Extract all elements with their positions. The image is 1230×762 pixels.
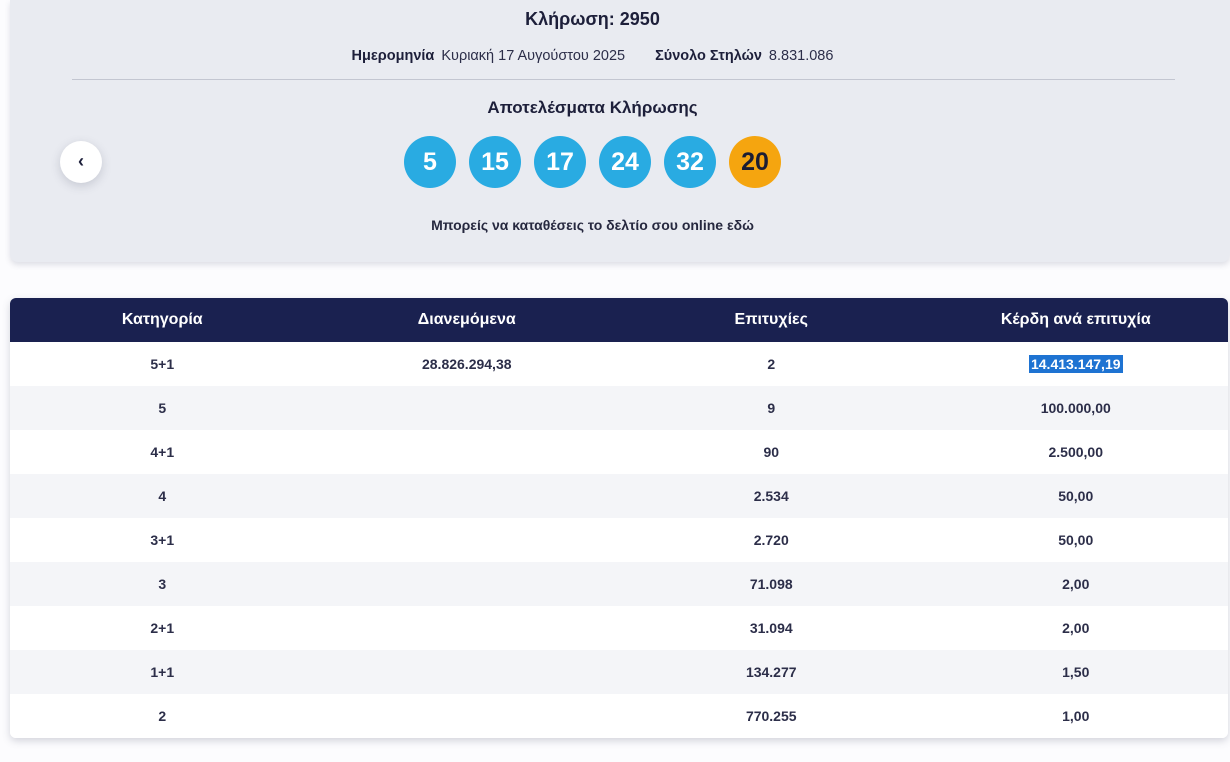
winners-cell: 2 [767, 356, 776, 372]
winning-numbers [10, 136, 1175, 188]
winners-cell: 770.255 [745, 708, 797, 724]
distributed-cell: 28.826.294,38 [421, 356, 512, 372]
winners-cell: 90 [763, 444, 780, 460]
table-row [10, 606, 1228, 650]
lottery-ball: 24 [599, 136, 651, 188]
table-row [10, 518, 1228, 562]
prize-cell: 50,00 [1058, 532, 1094, 548]
winners-cell: 134.277 [745, 664, 797, 680]
category-cell: 1+1 [150, 664, 175, 680]
prize-table [10, 298, 1228, 738]
column-header-category: Κατηγορία [121, 311, 203, 328]
table-row [10, 342, 1228, 386]
category-cell: 3+1 [150, 532, 175, 548]
column-header-prize: Κέρδη ανά επιτυχία [1000, 311, 1151, 328]
draw-date [352, 48, 626, 64]
date-label: Ημερομηνία [351, 48, 435, 64]
deposit-online-link[interactable]: Μπορείς να καταθέσεις το δελτίο σου online εδώ [431, 217, 754, 233]
winners-cell: 2.720 [753, 532, 789, 548]
lottery-ball: 15 [469, 136, 521, 188]
prize-cell: 2.500,00 [1048, 444, 1103, 460]
table-row [10, 474, 1228, 518]
category-cell: 2+1 [150, 620, 175, 636]
joker-ball: 20 [729, 136, 781, 188]
winners-cell: 9 [767, 400, 776, 416]
prize-cell: 1,50 [1062, 664, 1090, 680]
total-columns [655, 48, 833, 64]
table-row [10, 386, 1228, 430]
prize-cell: 1,00 [1062, 708, 1090, 724]
prize-cell: 2,00 [1062, 620, 1090, 636]
category-cell: 4 [158, 488, 167, 504]
draw-meta [10, 48, 1175, 64]
date-value: Κυριακή 17 Αυγούστου 2025 [441, 48, 626, 64]
column-header-distributed: Διανεμόμενα [417, 311, 516, 328]
columns-label: Σύνολο Στηλών [655, 48, 762, 64]
table-row [10, 694, 1228, 738]
prize-cell: 2,00 [1062, 576, 1090, 592]
table-row [10, 430, 1228, 474]
selected-prize-value: 14.413.147,19 [1030, 356, 1121, 372]
winners-cell: 31.094 [749, 620, 793, 636]
category-cell: 5+1 [150, 356, 175, 372]
lottery-ball: 32 [664, 136, 716, 188]
category-cell: 3 [158, 576, 167, 592]
results-title: Αποτελέσματα Κλήρωσης [487, 98, 698, 117]
previous-draw-button[interactable] [60, 141, 102, 183]
chevron-left-icon: ‹ [78, 151, 84, 171]
table-row [10, 562, 1228, 606]
lottery-ball: 5 [404, 136, 456, 188]
category-cell: 4+1 [150, 444, 175, 460]
divider [72, 79, 1175, 80]
category-cell: 5 [158, 400, 167, 416]
draw-title: Κλήρωση: 2950 [525, 9, 660, 29]
table-row [10, 650, 1228, 694]
lottery-ball: 17 [534, 136, 586, 188]
winners-cell: 71.098 [749, 576, 793, 592]
table-header-row [10, 298, 1228, 342]
columns-value: 8.831.086 [768, 48, 834, 64]
prize-cell: 100.000,00 [1040, 400, 1111, 416]
category-cell: 2 [158, 708, 167, 724]
prize-cell [924, 356, 1229, 372]
draw-card [10, 0, 1230, 262]
prize-cell: 50,00 [1058, 488, 1094, 504]
winners-cell: 2.534 [753, 488, 789, 504]
column-header-winners: Επιτυχίες [734, 311, 808, 328]
